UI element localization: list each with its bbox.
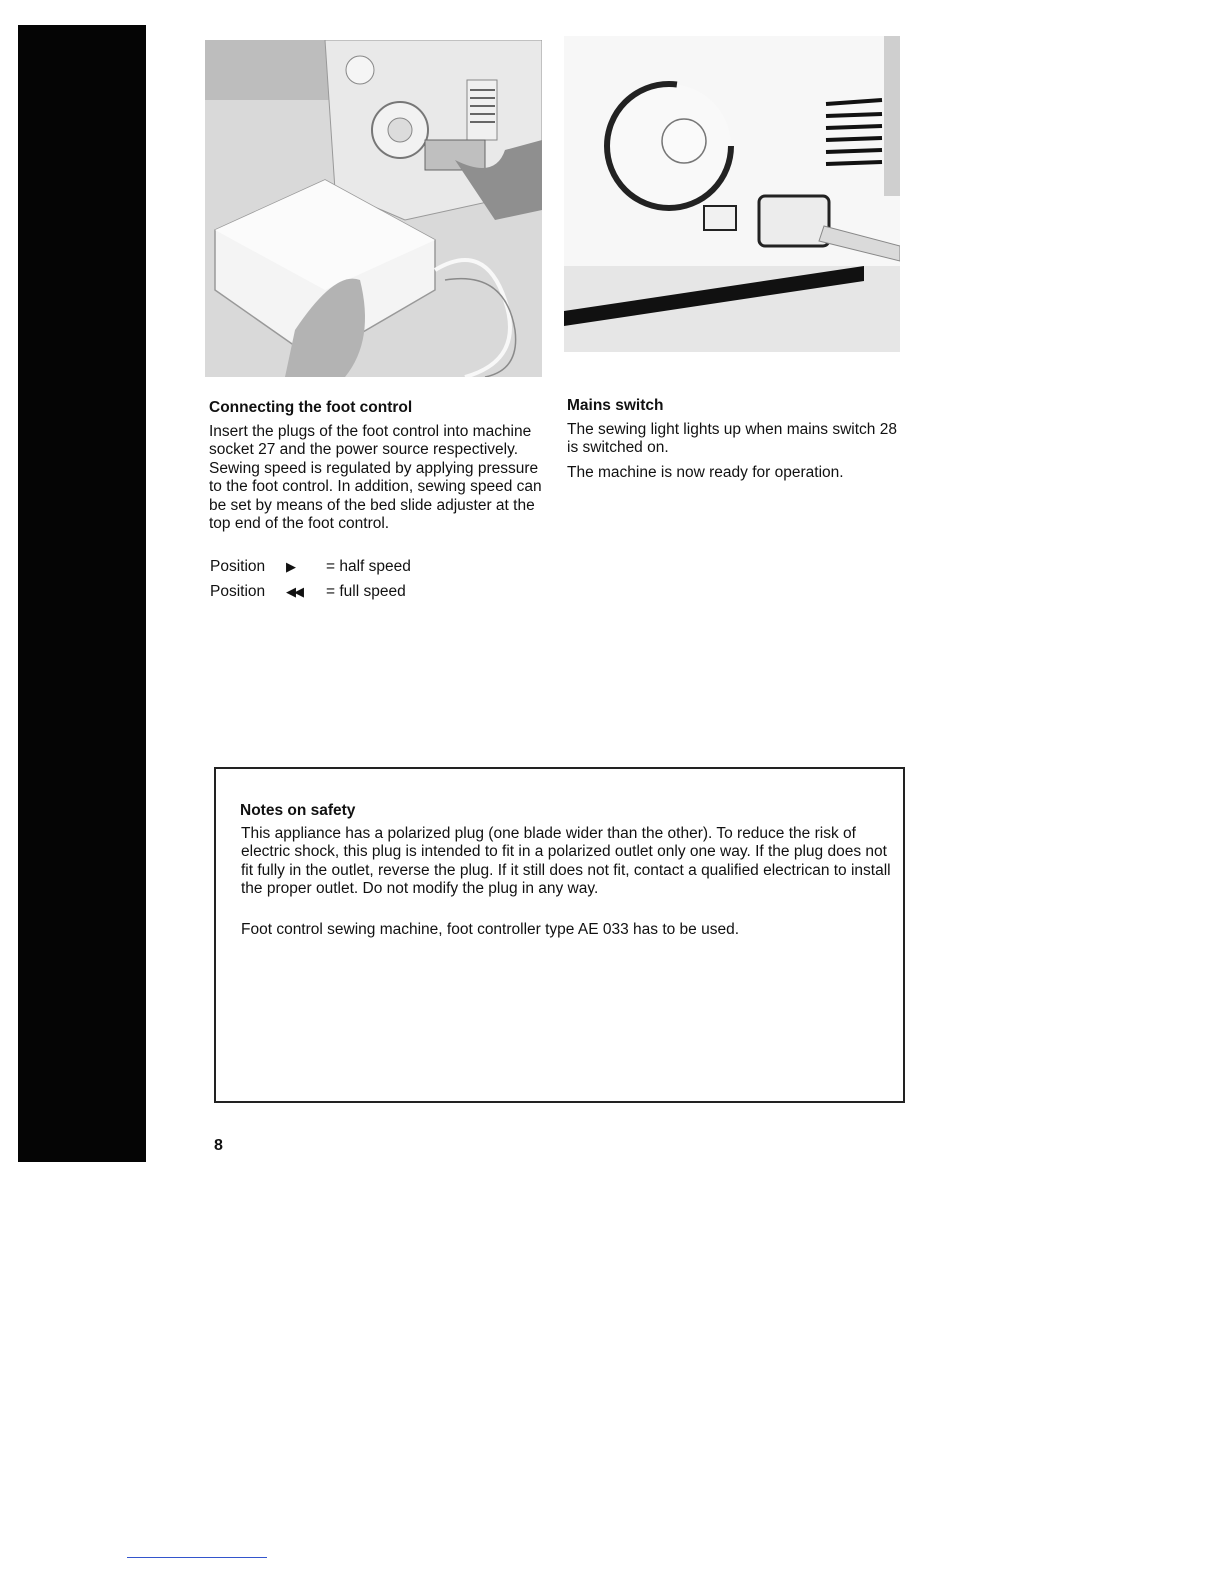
foot-control-description: Insert the plugs of the foot control into machine socket 27 and the power source respectively. Sewing speed is regulated by applying pressure to the foot control. In addition, sewing speed can be set by means of the bed slide adjuster at the top end of the foot control. bbox=[209, 423, 542, 533]
double-arrow-icon: ◀◀ bbox=[286, 584, 302, 599]
mains-switch-paragraph: The sewing light lights up when mains switch 28 is switched on. bbox=[567, 421, 897, 457]
footer-rule bbox=[127, 1557, 267, 1558]
mains-switch-photo bbox=[564, 36, 900, 352]
single-arrow-icon: ▶ bbox=[286, 559, 294, 574]
position-value: = half speed bbox=[326, 558, 411, 575]
foot-control-photo bbox=[205, 40, 542, 377]
page-binding-edge bbox=[18, 25, 146, 1162]
foot-control-heading: Connecting the foot control bbox=[209, 399, 413, 416]
safety-description: This appliance has a polarized plug (one blade wider than the other). To reduce the risk of electric shock, this plug is intended to fit in a polarized outlet only one way. If the plug does not fit fully in the outlet, reverse the plug. If it still does not fit, contact a qualified electrican to install the proper outlet. Do not modify the plug in any way. bbox=[241, 825, 891, 898]
position-label: Position bbox=[210, 583, 266, 600]
safety-heading: Notes on safety bbox=[240, 802, 356, 819]
position-half-speed-row bbox=[210, 557, 411, 577]
position-label: Position bbox=[210, 558, 266, 575]
mains-switch-heading: Mains switch bbox=[567, 397, 664, 414]
safety-foot-control-note: Foot control sewing machine, foot controller type AE 033 has to be used. bbox=[241, 921, 740, 938]
page-number: 8 bbox=[214, 1137, 223, 1154]
mains-switch-paragraph: The machine is now ready for operation. bbox=[567, 464, 844, 481]
position-value: = full speed bbox=[326, 583, 406, 600]
position-full-speed-row bbox=[210, 582, 406, 602]
